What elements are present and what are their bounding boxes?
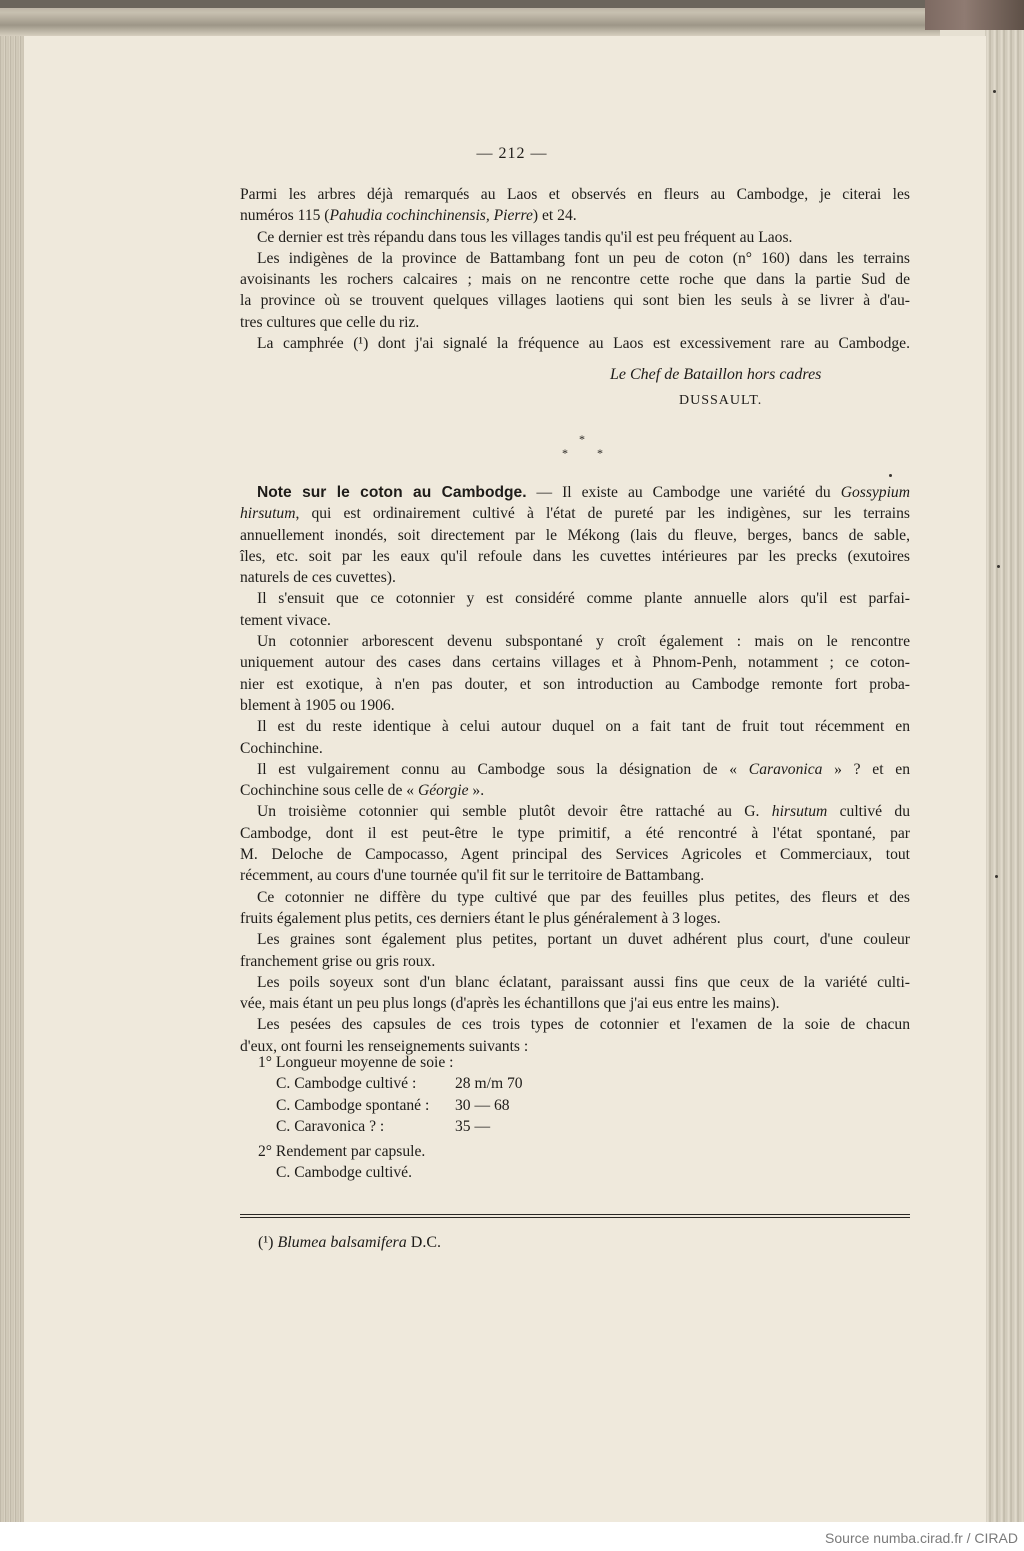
text-line: Les poils soyeux sont d'un blanc éclatant, paraissant aussi fins que ceux de la variété culti- — [257, 973, 910, 991]
scan-speck — [997, 565, 1000, 568]
row-label: C. Cambodge cultivé : — [276, 1075, 417, 1093]
text-line: Cochinchine sous celle de « Géorgie ». — [240, 782, 485, 800]
text-line: hirsutum, qui est ordinairement cultivé à l'état de pureté par les indigènes, sur les terrains — [240, 505, 910, 523]
table-heading-length: 1° Longueur moyenne de soie : — [258, 1054, 454, 1071]
row-value: 28 m/m 70 — [455, 1075, 523, 1093]
row-label: C. Caravonica ? : — [276, 1117, 385, 1135]
text-line: Les indigènes de la province de Battambang font un peu de coton (n° 160) dans les terrains — [257, 249, 910, 267]
book-cover-corner — [925, 0, 1024, 30]
text-line: Cambodge, dont il est peut-être le type primitif, a été rencontré à l'état spontané, par — [240, 824, 910, 842]
text-line: Cochinchine. — [240, 739, 323, 757]
text-line: îles, etc. soit par les eaux qu'il refoule dans les cuvettes intérieures par les precks (exutoires — [240, 547, 910, 565]
note-heading: Note sur le coton au Cambodge. — [257, 484, 527, 501]
text-line: Il est du reste identique à celui autour duquel on a fait tant de fruit tout récemment en — [257, 718, 910, 736]
text-line: Il est vulgairement connu au Cambodge sous la désignation de « Caravonica » ? et en — [257, 760, 910, 778]
text-line: franchement grise ou gris roux. — [240, 952, 436, 970]
source-credit: Source numba.cirad.fr / CIRAD — [825, 1530, 1018, 1546]
text-line: annuellement inondés, soit directement par le Mékong (lais du fleuve, berges, bancs de sable, — [240, 526, 910, 544]
table-row: C. Cambodge cultivé. — [276, 1164, 412, 1182]
text-line: Parmi les arbres déjà remarqués au Laos et observés en fleurs au Cambodge, je citerai les — [240, 186, 910, 203]
scan-speck — [995, 875, 998, 878]
row-label: C. Cambodge spontané : — [276, 1096, 430, 1114]
row-value: 30 — 68 — [455, 1096, 510, 1114]
text-line: naturels de ces cuvettes). — [240, 569, 396, 587]
footnote-divider-second — [240, 1217, 910, 1218]
page-stack-right-edge — [985, 0, 1024, 1522]
text-line: tres cultures que celle du riz. — [240, 313, 420, 331]
book-top-shadow — [0, 0, 940, 8]
text-line: Un cotonnier arborescent devenu subspontané y croît également : mais on le rencontre — [257, 633, 910, 651]
table-row — [258, 1116, 491, 1137]
text-line: fruits également plus petits, ces derniers étant le plus généralement à 3 loges. — [240, 909, 721, 927]
text-line: la province où se trouvent quelques villages laotiens qui sont bien les seuls à se livrer à d'au- — [240, 292, 910, 310]
text-line: d'eux, ont fourni les renseignements suivants : — [240, 1037, 529, 1055]
text-line: numéros 115 (Pahudia cochinchinensis, Pierre) et 24. — [240, 207, 577, 225]
signature-title: Le Chef de Bataillon hors cadres — [610, 366, 822, 383]
text-line: blement à 1905 ou 1906. — [240, 696, 395, 714]
text-line: La camphrée (¹) dont j'ai signalé la fréquence au Laos est excessivement rare au Cambodge. — [257, 335, 910, 353]
text-line: tement vivace. — [240, 611, 331, 629]
text-line: M. Deloche de Campocasso, Agent principal des Services Agricoles et Commerciaux, tout — [240, 846, 910, 864]
page-stack-left-edge — [0, 34, 26, 1522]
note-first-line: Note sur le coton au Cambodge. — Il existe au Cambodge une variété du Gossypium — [257, 484, 910, 501]
text-line: Les pesées des capsules de ces trois types de cotonnier et l'examen de la soie de chacun — [257, 1016, 910, 1034]
text-line: nier est exotique, à n'en pas douter, et son introduction au Cambodge remonte fort proba- — [240, 675, 910, 693]
footnote-divider — [240, 1214, 910, 1215]
page-number: — 212 — — [476, 145, 548, 162]
footnote-mark: (¹) — [258, 1234, 274, 1251]
text-line: Un troisième cotonnier qui semble plutôt devoir être rattaché au G. hirsutum cultivé du — [257, 803, 911, 821]
note-section — [240, 482, 910, 1057]
footnote-species: Blumea balsamifera — [277, 1234, 407, 1251]
signature-name: DUSSAULT. — [679, 393, 763, 408]
table-heading-yield: 2° Rendement par capsule. — [258, 1143, 426, 1161]
text-line: Ce cotonnier ne diffère du type cultivé que par des feuilles plus petites, des fleurs et des — [257, 888, 910, 906]
text-line: Il s'ensuit que ce cotonnier y est considéré comme plante annuelle alors qu'il est parfai- — [257, 590, 910, 608]
text-line: Les graines sont également plus petites, portant un duvet adhérent plus court, d'une couleur — [257, 931, 910, 949]
scan-speck — [889, 474, 892, 477]
intro-paragraphs — [240, 184, 910, 354]
text-line: vée, mais étant un peu plus longs (d'après les échantillons que j'ai eus entre les mains). — [240, 995, 780, 1013]
separator-star: * — [579, 432, 585, 446]
text-line: récemment, au cours d'une tournée qu'il fit sur le territoire de Battambang. — [240, 867, 705, 885]
measurements-table — [258, 1052, 523, 1184]
text-line: Ce dernier est très répandu dans tous les villages tandis qu'il est peu fréquent au Laos. — [257, 228, 793, 246]
text-line: uniquement autour des cases dans certains villages et à Phnom-Penh, notamment ; ce coton- — [240, 654, 910, 672]
separator-star: * — [562, 446, 568, 460]
section-separator — [560, 432, 610, 462]
separator-star: * — [597, 446, 603, 460]
scan-speck — [993, 90, 996, 93]
table-row — [258, 1095, 510, 1116]
text-line: avoisinants les rochers calcaires ; mais on ne rencontre cette roche que dans la partie Sud de — [240, 271, 910, 289]
footnote — [258, 1234, 441, 1252]
table-row — [258, 1073, 523, 1094]
row-value: 35 — — [455, 1117, 491, 1135]
footnote-author: D.C. — [406, 1234, 442, 1251]
